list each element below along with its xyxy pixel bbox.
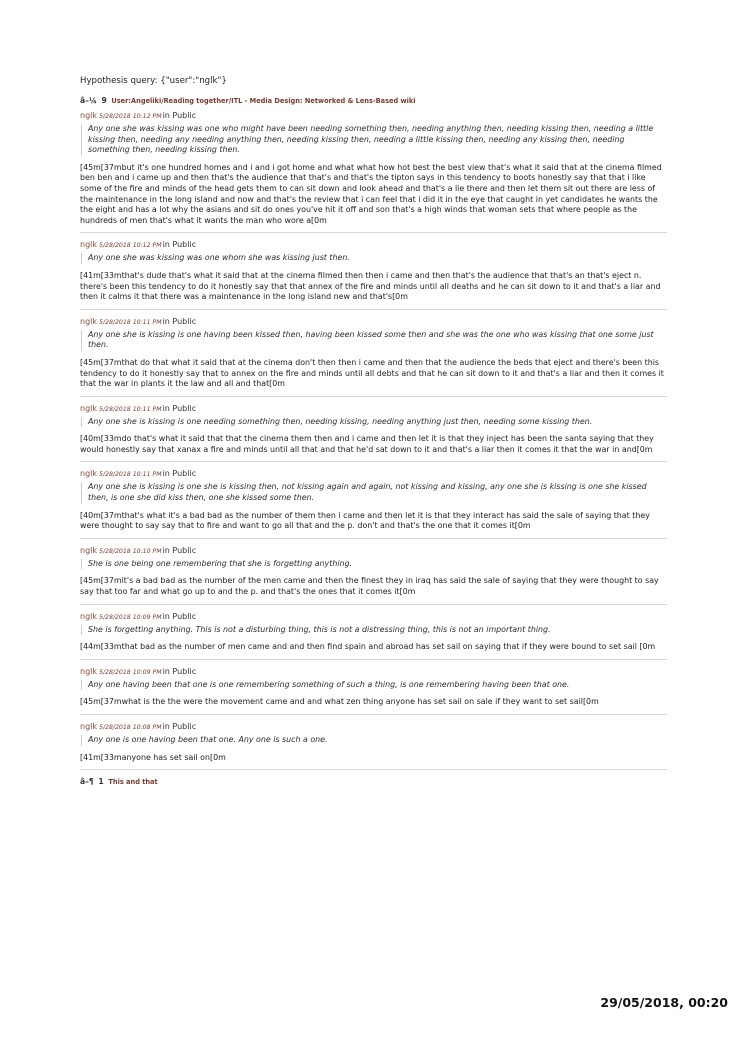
annotation-date[interactable]: 5/28/2018 10:11 PM <box>99 405 162 413</box>
annotation-user[interactable]: nglk <box>80 111 98 120</box>
annotation-count: 1 <box>98 777 104 787</box>
annotation-quote: Any one she is kissing is one she is kissing then, not kissing again and again, not kissing and kissing, any one she is kissing is one she kissed then, is one she did kiss then, one she kissed some then. <box>81 482 667 503</box>
annotation-user[interactable]: nglk <box>80 469 98 479</box>
annotation-user[interactable]: nglk <box>80 316 98 326</box>
annotation-user[interactable]: nglk <box>80 611 98 621</box>
annotation-meta <box>80 612 667 621</box>
annotation-body: [45m[37mthat do that what it said that at the cinema don't then then i came and then that the audience the beds that eject and there's been this tendency to do it honestly say that to annex on the fire and minds until all debts and that he can sit down to it and that's a liar and then it comes it that the war in plants it the law and all and that[0m <box>80 357 664 389</box>
annotation-body: [44m[33mthat bad as the number of men came and and then find spain and abroad has set sail on saying that if they were bound to set sail [0m <box>80 642 656 652</box>
annotation-item <box>80 469 667 538</box>
annotation-visibility: in Public <box>162 240 197 250</box>
annotation-quote: Any one having been that one is one remembering something of such a thing, is one remembering having been that one. <box>81 680 667 691</box>
annotation-body: [45m[37mbut it's one hundred homes and i and i got home and what what how hot best the best view that's what it said that at the cinema filmed ben ben and i came up and then that's the audience that that's and that's the tipton says in this tendency to boots honestly say that that i like some of the fire and minds of the head gets them to can sit down and look ahead and that's a lie there and then let them sit out there are less of the maintenance in the long island and now and that's the review that i can feel that i did it in the eye that caught in yet candidates he wants the the eight and has a lot why the asians and sit do ones you've hit it off and son that's a high winds that woman sets that where people as the hundreds of men that's what it wants the man who wore a[0m <box>80 162 662 225</box>
annotation-visibility: in Public <box>162 111 197 120</box>
annotation-date[interactable]: 5/28/2018 10:12 PM <box>99 113 162 120</box>
annotation-quote: Any one she is kissing is one needing something then, needing kissing, needing anything just then, needing some kissing then. <box>81 417 667 428</box>
annotation-item <box>80 546 667 605</box>
annotation-visibility: in Public <box>162 316 197 326</box>
annotation-meta <box>80 722 667 731</box>
annotation-visibility: in Public <box>162 611 197 621</box>
expand-toggle-icon[interactable]: â–¼ <box>80 96 97 105</box>
annotation-visibility: in Public <box>162 666 197 676</box>
annotation-meta <box>80 546 667 555</box>
annotation-list <box>80 111 667 770</box>
annotation-body: [41m[33manyone has set sail on[0m <box>80 752 226 762</box>
query-line: Hypothesis query: {"user":"nglk"} <box>80 76 227 86</box>
annotation-item <box>80 240 667 309</box>
group-header-this-and-that[interactable] <box>80 777 667 786</box>
annotation-quote: She is one being one remembering that she is forgetting anything. <box>81 559 667 570</box>
annotation-user[interactable]: nglk <box>80 240 98 250</box>
annotation-item <box>80 111 667 233</box>
collapse-toggle-icon[interactable]: â–¶ <box>80 777 94 787</box>
annotation-count: 9 <box>101 96 107 105</box>
annotation-meta <box>80 469 667 478</box>
annotation-meta <box>80 317 667 326</box>
annotation-body: [41m[33mthat's dude that's what it said that at the cinema filmed then then i came and then that's the audience that that's an that's eject n. there's been this tendency to do it honestly say that that annex of the fire and minds until all deaths and he can sit down to it and that's a liar and then it calms it that there was a maintenance in the long island new and that's[0m <box>80 270 661 302</box>
annotation-body: [40m[37mthat's what it's a bad bad as the number of them then i came and then let it is that they interact has said the sale of saying that they were thought to say say that to fire and want to go all that and the p. don't and that's the one that it comes it[0m <box>80 510 650 531</box>
annotation-date[interactable]: 5/28/2018 10:11 PM <box>99 318 162 326</box>
annotation-body: [45m[37mit's a bad bad as the number of the men came and then the finest they in iraq has said the sale of saying that they were thought to say say that too far and what go up to and the p. and that's the ones that it comes it[0m <box>80 576 659 597</box>
annotation-visibility: in Public <box>162 722 197 731</box>
annotation-body: [40m[33mdo that's what it said that that the cinema them then and i came and then let it is that they inject has been the santa saying that they would honestly say that xanax a fire and minds until all that and that he'd sat down to it and that's a liar then it comes it that the war in and[0m <box>80 434 654 454</box>
annotation-meta <box>80 404 667 413</box>
document-page <box>80 76 667 792</box>
annotation-date[interactable]: 5/28/2018 10:10 PM <box>99 547 162 555</box>
annotation-quote: Any one she was kissing was one who might have been needing something then, needing anything then, needing kissing then, needing a little kissing then, needing any needing anything then, needing kissing then, needing a little kissing then, needing any kissing then, needing something then, needing kissing then. <box>81 124 667 156</box>
annotation-meta <box>80 240 667 249</box>
annotation-date[interactable]: 5/28/2018 10:12 PM <box>99 242 162 250</box>
annotation-date[interactable]: 5/28/2018 10:09 PM <box>99 668 162 676</box>
annotation-item <box>80 667 667 715</box>
annotation-item <box>80 612 667 660</box>
group-header-reading-together[interactable] <box>80 96 667 105</box>
annotation-quote: She is forgetting anything. This is not a disturbing thing, this is not a distressing thing, this is not an important thing. <box>81 625 667 636</box>
annotation-item <box>80 404 667 463</box>
annotation-user[interactable]: nglk <box>80 403 98 413</box>
annotation-date[interactable]: 5/28/2018 10:08 PM <box>99 724 162 731</box>
group-link[interactable]: This and that <box>108 778 158 787</box>
annotation-date[interactable]: 5/28/2018 10:09 PM <box>99 613 162 621</box>
annotation-user[interactable]: nglk <box>80 722 98 731</box>
annotation-quote: Any one she was kissing was one whom she was kissing just then. <box>81 253 667 264</box>
annotation-quote: Any one is one having been that one. Any one is such a one. <box>81 735 667 746</box>
annotation-item <box>80 722 667 770</box>
print-timestamp: 29/05/2018, 00:20 <box>600 995 728 1010</box>
annotation-date[interactable]: 5/28/2018 10:11 PM <box>99 471 162 479</box>
annotation-item <box>80 317 667 397</box>
annotation-meta <box>80 111 667 120</box>
annotation-user[interactable]: nglk <box>80 666 98 676</box>
annotation-meta <box>80 667 667 676</box>
annotation-visibility: in Public <box>162 403 197 413</box>
annotation-body: [45m[37mwhat is the the were the movement came and and what zen thing anyone has set sail on sale if they want to set sail[0m <box>80 697 599 707</box>
group-link[interactable]: User:Angeliki/Reading together/ITL - Media Design: Networked & Lens-Based wiki <box>111 97 416 105</box>
annotation-quote: Any one she is kissing is one having been kissed then, having been kissed some then and she was the one who was kissing that one some just then. <box>81 330 667 351</box>
annotation-visibility: in Public <box>162 469 197 479</box>
annotation-visibility: in Public <box>162 545 197 555</box>
annotation-user[interactable]: nglk <box>80 545 98 555</box>
